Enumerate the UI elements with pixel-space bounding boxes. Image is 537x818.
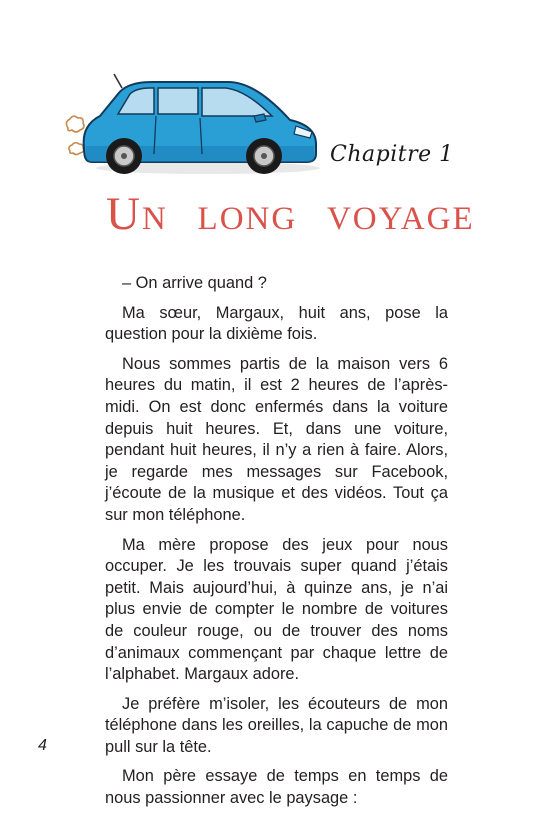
chapter-title-word: long — [197, 188, 298, 240]
page-number: 4 — [38, 737, 47, 754]
paragraph: Ma sœur, Margaux, huit ans, pose la question pour la dixième fois. — [105, 303, 448, 344]
paragraph: Mon père essaye de temps en temps de nous passionner avec le paysage : — [105, 767, 448, 808]
front-wheel — [246, 138, 282, 174]
paragraph: – On arrive quand ? — [122, 274, 267, 292]
chapter-title — [106, 186, 491, 242]
chapter-title-word: Un — [106, 188, 168, 240]
chapter-title-word: voyage — [326, 188, 475, 240]
paragraph: Ma mère propose des jeux pour nous occuper. Je les trouvais super quand j’étais petit. Mais aujourd’hui, à quinze ans, je n’ai plus envie de compter le nombre de voitures de couleur rouge, ou de trouver des noms d’animaux commençant par chaque lettre de l’alphabet. Margaux adore. — [105, 535, 448, 684]
paragraph: Nous sommes partis de la maison vers 6 heures du matin, il est 2 heures de l’après-midi. On est donc enfermés dans la voiture depuis huit heures. Et, dans une voiture, pendant huit heures, il n’y a rien à faire. Alors, je regarde mes messages sur Facebook, j’écoute de la musique et des vidéos. Tout ça sur mon téléphone. — [105, 354, 448, 524]
car-antenna — [114, 74, 122, 88]
exhaust-puff-icon — [66, 116, 84, 154]
rear-wheel — [106, 138, 142, 174]
chapter-label: Chapitre 1 — [330, 142, 454, 167]
car-illustration — [58, 62, 320, 180]
car-window-middle — [158, 88, 198, 114]
chapter-body — [105, 273, 448, 818]
paragraph: Je préfère m’isoler, les écouteurs de mon téléphone dans les oreilles, la capuche de mon pull sur la tête. — [105, 694, 448, 756]
